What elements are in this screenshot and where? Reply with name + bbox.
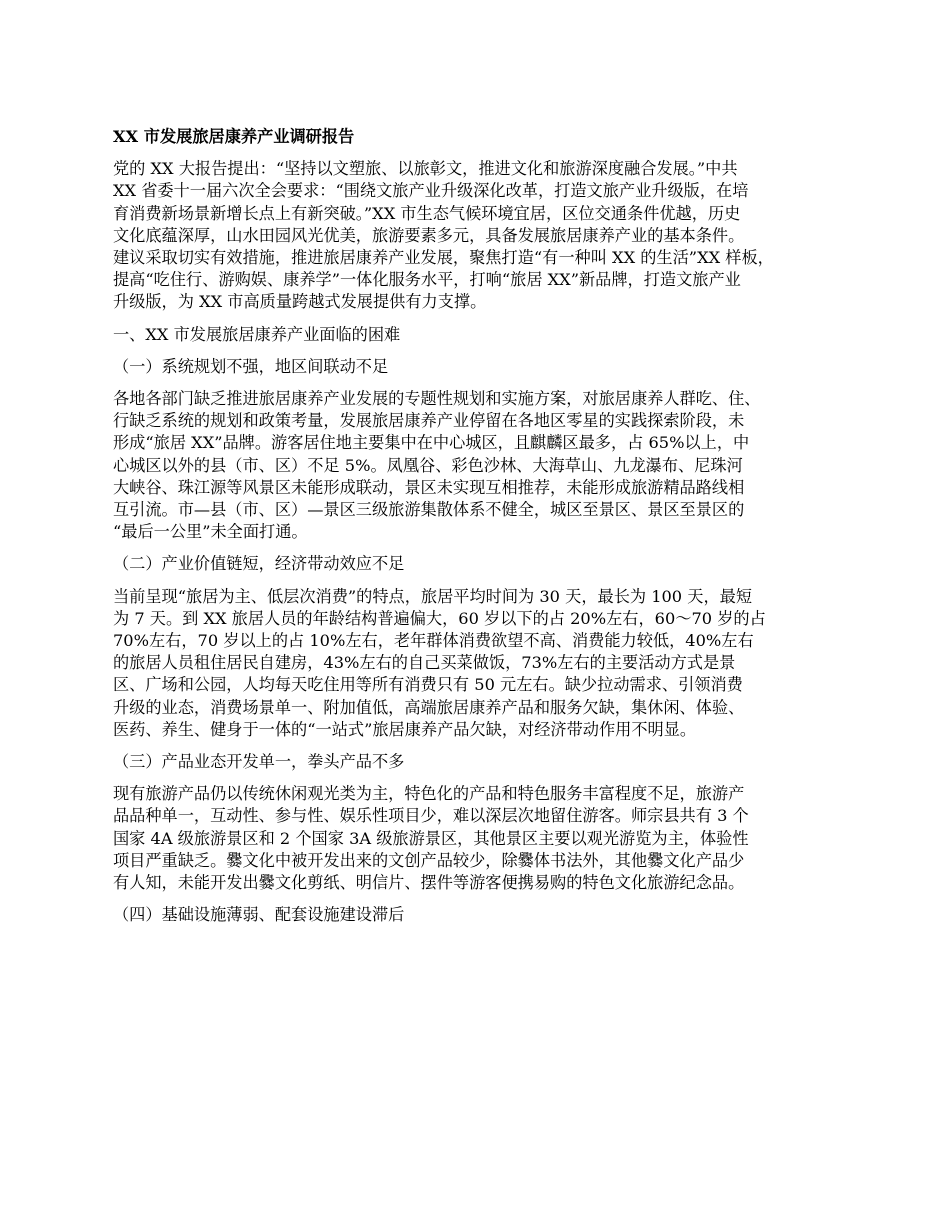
intro-line: 党的 XX 大报告提出：“坚持以文塑旅、以旅彰文，推进文化和旅游深度融合发展。”中共 <box>113 159 738 179</box>
intro-line: 育消费新场景新增长点上有新突破。”XX 市生态气候环境宜居，区位交通条件优越，历史 <box>113 203 741 223</box>
body-line: 国家 4A 级旅游景区和 2 个国家 3A 级旅游景区，其他景区主要以观光游览为主，体验性 <box>113 828 749 848</box>
body-line: 大峡谷、珠江源等风景区未能形成联动，景区未实现互相推荐，未能形成旅游精品路线相 <box>113 477 745 497</box>
intro-line: 文化底蕴深厚，山水田园风光优美，旅游要素多元，具备发展旅居康养产业的基本条件。 <box>113 225 745 245</box>
subsection-body <box>113 783 855 894</box>
body-line: 的旅居人员租住居民自建房，43%左右的自己买菜做饭，73%左右的主要活动方式是景 <box>113 653 736 673</box>
body-line: “最后一公里”未全面打通。 <box>113 522 308 542</box>
intro-line: 提高“吃住行、游购娱、康养学”一体化服务水平，打响“旅居 XX”新品牌，打造文旅产业 <box>113 270 741 290</box>
body-line: 互引流。市—县（市、区）—景区三级旅游集散体系不健全，城区至景区、景区至景区的 <box>113 500 745 520</box>
body-line: 心城区以外的县（市、区）不足 5%。凤凰谷、彩色沙林、大海草山、九龙瀑布、尼珠河 <box>113 455 743 475</box>
subsection-heading: （三）产品业态开发单一，拳头产品不多 <box>113 752 405 772</box>
body-line: 品品种单一，互动性、参与性、娱乐性项目少，难以深层次地留住游客。师宗县共有 3 个 <box>113 806 749 826</box>
body-line: 有人知，未能开发出爨文化剪纸、明信片、摆件等游客便携易购的特色文化旅游纪念品。 <box>113 873 745 893</box>
body-line: 70%左右，70 岁以上的占 10%左右，老年群体消费欲望不高、消费能力较低，40%左右 <box>113 631 754 651</box>
body-line: 升级的业态，消费场景单一、附加值低，高端旅居康养产品和服务欠缺，集休闲、体验、 <box>113 697 745 717</box>
document-title: XX 市发展旅居康养产业调研报告 <box>113 127 355 146</box>
subsection-heading: （二）产业价值链短，经济带动效应不足 <box>113 554 405 574</box>
body-line: 当前呈现“旅居为主、低层次消费”的特点，旅居平均时间为 30 天，最长为 100 天，最短 <box>113 586 753 606</box>
intro-line: 建议采取切实有效措施，推进旅居康养产业发展，聚焦打造“有一种叫 XX 的生活”XX 样板， <box>113 248 774 268</box>
subsection-heading: （四）基础设施薄弱、配套设施建设滞后 <box>113 905 405 925</box>
body-line: 为 7 天。到 XX 旅居人员的年龄结构普遍偏大，60 岁以下的占 20%左右，60～70 岁的占 <box>113 608 766 628</box>
body-line: 现有旅游产品仍以传统休闲观光类为主，特色化的产品和特色服务丰富程度不足，旅游产 <box>113 784 745 804</box>
body-line: 项目严重缺乏。爨文化中被开发出来的文创产品较少，除爨体书法外，其他爨文化产品少 <box>113 850 745 870</box>
body-line: 各地各部门缺乏推进旅居康养产业发展的专题性规划和实施方案，对旅居康养人群吃、住、 <box>113 389 761 409</box>
document-page <box>113 126 855 937</box>
body-line: 形成“旅居 XX”品牌。游客居住地主要集中在中心城区，且麒麟区最多，占 65%以上，中 <box>113 433 750 453</box>
intro-paragraph <box>113 158 855 313</box>
body-line: 区、广场和公园，人均每天吃住用等所有消费只有 50 元左右。缺少拉动需求、引领消费 <box>113 675 743 695</box>
subsection-heading: （一）系统规划不强，地区间联动不足 <box>113 356 389 376</box>
intro-line: XX 省委十一届六次全会要求：“围绕文旅产业升级深化改革，打造文旅产业升级版，在培 <box>113 181 749 201</box>
subsection-body <box>113 586 855 741</box>
body-line: 医药、养生、健身于一体的“一站式”旅居康养产品欠缺，对经济带动作用不明显。 <box>113 719 697 739</box>
subsection-body <box>113 388 855 543</box>
body-line: 行缺乏系统的规划和政策考量，发展旅居康养产业停留在各地区零星的实践探索阶段，未 <box>113 411 745 431</box>
intro-line: 升级版，为 XX 市高质量跨越式发展提供有力支撑。 <box>113 292 487 312</box>
section-heading: 一、XX 市发展旅居康养产业面临的困难 <box>113 324 401 344</box>
